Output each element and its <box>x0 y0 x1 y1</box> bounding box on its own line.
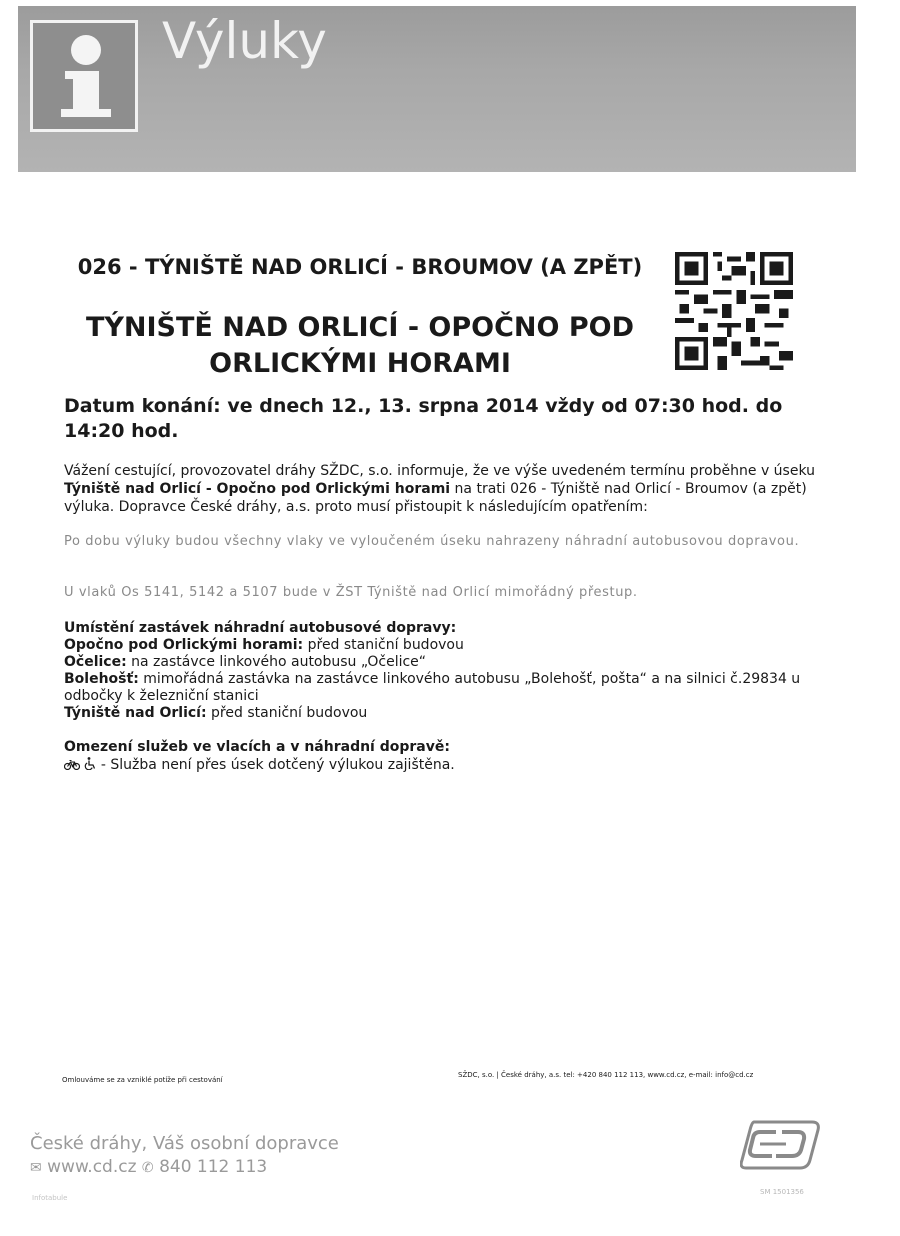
footer-doc-id: SM 1501356 <box>760 1188 804 1196</box>
stop-item <box>64 671 824 705</box>
route-line-title: 026 - TÝNIŠTĚ NAD ORLICÍ - BROUMOV (A ZPĚT) <box>77 255 643 279</box>
stop-name: Týniště nad Orlicí: <box>64 705 207 721</box>
info-icon <box>30 20 138 132</box>
stop-item <box>64 654 824 671</box>
stops-heading: Umístění zastávek náhradní autobusové dopravy: <box>64 620 457 636</box>
contact-line: SŽDC, s.o. | České dráhy, a.s. tel: +420 840 112 113, www.cd.cz, e-mail: info@cd.cz <box>458 1071 754 1079</box>
footer-phone: 840 112 113 <box>159 1157 268 1177</box>
page-title: Výluky <box>162 12 327 70</box>
stop-name: Očelice: <box>64 654 127 670</box>
intro-paragraph <box>64 462 824 516</box>
stop-text: na zastávce linkového autobusu „Očelice“ <box>126 654 427 670</box>
cd-logo <box>740 1118 822 1172</box>
restrictions-text: - Služba není přes úsek dotčený výlukou zajištěna. <box>100 757 455 773</box>
footer-contact <box>30 1156 267 1179</box>
stop-item <box>64 637 824 654</box>
stops-section <box>64 620 824 722</box>
apology-note: Omlouváme se za vzniklé potíže při cestování <box>62 1076 223 1084</box>
wheelchair-icon <box>84 757 96 770</box>
stop-item <box>64 705 824 722</box>
qr-code-icon[interactable] <box>672 252 796 370</box>
header-band <box>18 6 856 172</box>
footer-web-link[interactable]: www.cd.cz <box>47 1157 137 1177</box>
intro-text-1: Vážení cestující, provozovatel dráhy SŽDC, s.o. informuje, že ve výše uvedeném termínu proběhne v úseku <box>64 463 816 479</box>
phone-icon: ✆ <box>141 1160 154 1176</box>
stop-text: mimořádná zastávka na zastávce linkového autobusu „Bolehošť, pošta“ a na silnici č.29834 u odbočky k železniční stanici <box>64 671 801 704</box>
footer-slogan: České dráhy, Váš osobní dopravce <box>30 1133 339 1154</box>
stop-text: před staniční budovou <box>303 637 464 653</box>
restrictions-section <box>64 738 824 774</box>
intro-section-bold: Týniště nad Orlicí - Opočno pod Orlickými horami <box>64 481 451 497</box>
bicycle-icon <box>64 759 80 770</box>
section-title: TÝNIŠTĚ NAD ORLICÍ - OPOČNO POD ORLICKÝMI HORAMI <box>85 312 635 379</box>
stop-text: před staniční budovou <box>206 705 368 721</box>
intro-text-2: na trati 026 - Týniště nad Orlicí - Broumov (a zpět) výluka. Dopravce České dráhy, a.s. proto musí přistoupit k následujícím opatřením: <box>64 481 807 515</box>
footer-code: Infotabule <box>32 1194 68 1202</box>
restrictions-line <box>64 756 824 774</box>
measure-bus-replacement: Po dobu výluky budou všechny vlaky ve vyloučeném úseku nahrazeny náhradní autobusovou dopravou. <box>64 534 800 549</box>
measure-transfer: U vlaků Os 5141, 5142 a 5107 bude v ŽST Týniště nad Orlicí mimořádný přestup. <box>64 585 638 600</box>
envelope-icon: ✉ <box>30 1160 42 1176</box>
date-line: Datum konání: ve dnech 12., 13. srpna 2014 vždy od 07:30 hod. do 14:20 hod. <box>64 395 783 442</box>
stop-name: Bolehošť: <box>64 671 139 687</box>
restrictions-heading: Omezení služeb ve vlacích a v náhradní dopravě: <box>64 739 450 755</box>
stop-name: Opočno pod Orlickými horami: <box>64 637 304 653</box>
